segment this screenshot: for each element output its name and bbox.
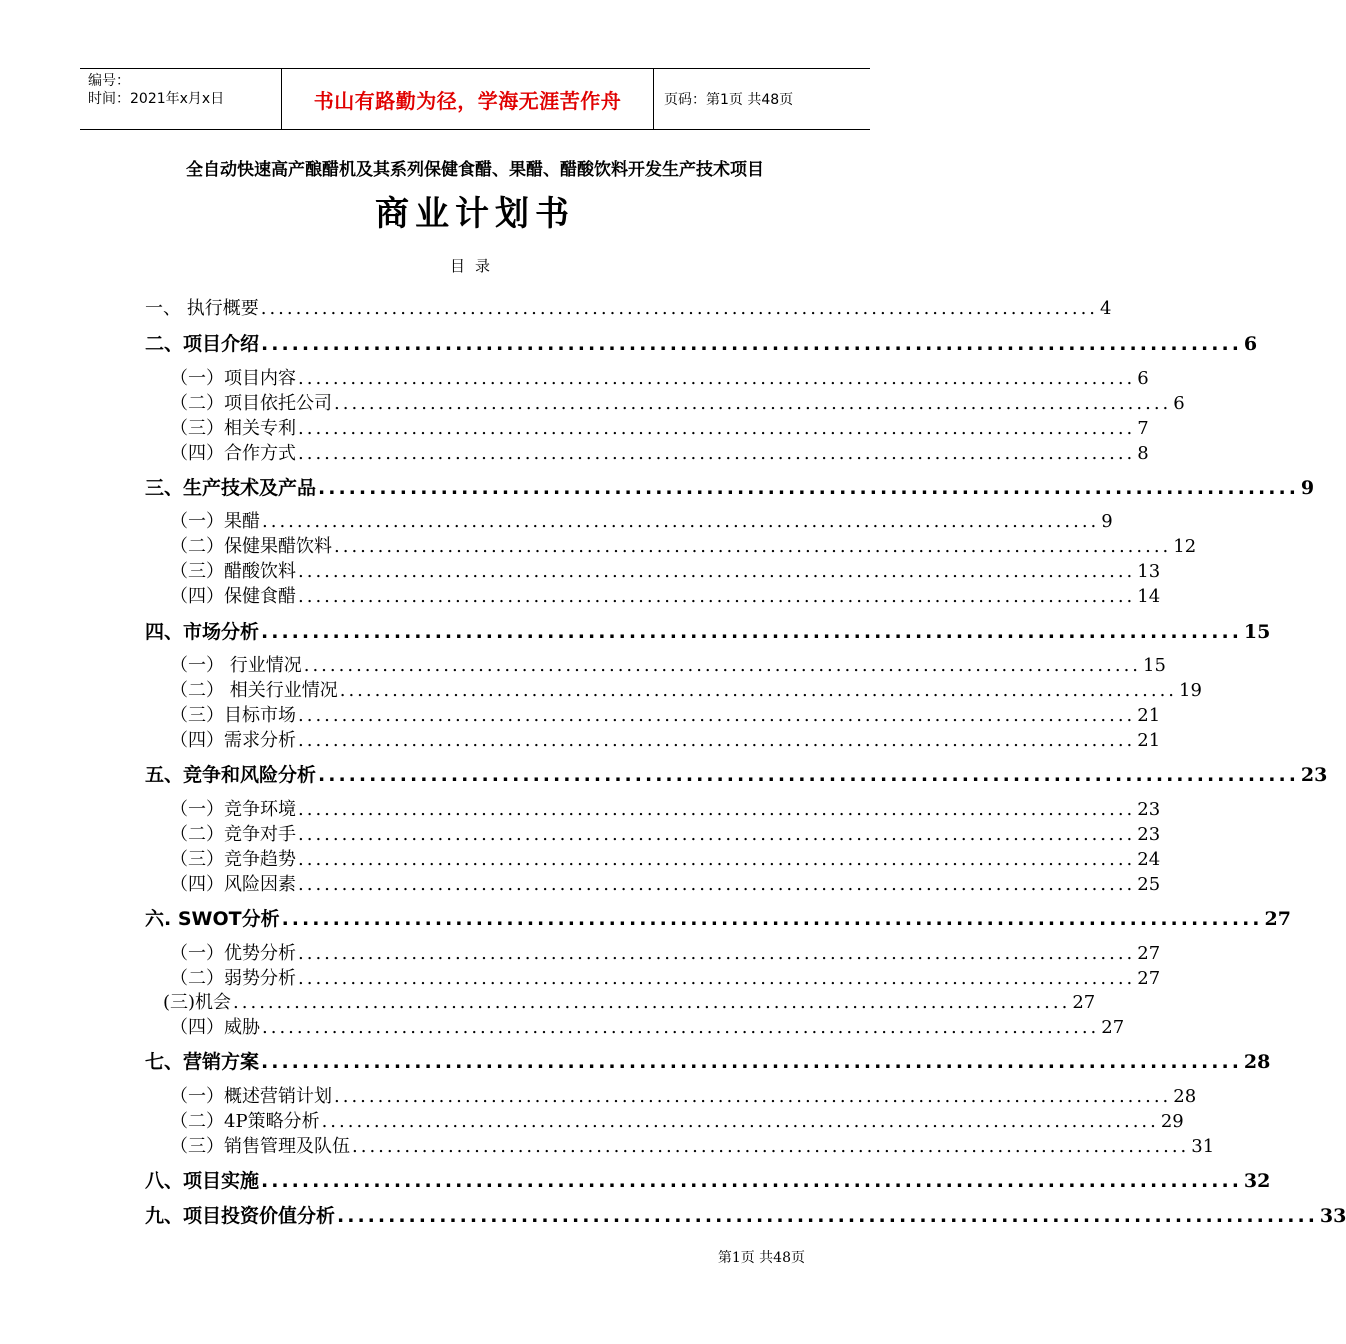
toc-entry-page: 15: [1143, 655, 1166, 676]
toc-entry-page: 8: [1137, 443, 1149, 464]
toc-leader: ................................................................................................: [298, 824, 1136, 845]
toc-entry-page: 9: [1300, 477, 1315, 499]
toc-entry[interactable]: [145, 676, 1202, 702]
toc-entry[interactable]: [145, 795, 1161, 821]
toc-entry-page: 33: [1319, 1205, 1346, 1227]
toc-leader: ................................................................................................: [298, 443, 1136, 464]
toc-leader: ................................................................................................: [298, 968, 1136, 989]
toc-entry-label: 一、 执行概要: [145, 298, 259, 319]
toc-entry-page: 14: [1137, 586, 1161, 607]
toc-entry-label: 八、项目实施: [145, 1170, 260, 1192]
toc-entry-label: 七、营销方案: [145, 1051, 260, 1073]
toc-entry-label: （一）竞争环境: [170, 799, 296, 820]
toc-entry[interactable]: [145, 507, 1113, 533]
toc-leader: ................................................................................................: [337, 1205, 1318, 1227]
toc-leader: ................................................................................................: [262, 1017, 1100, 1038]
toc-leader: ................................................................................................: [303, 655, 1142, 676]
toc-entry[interactable]: [145, 1047, 1271, 1074]
header-motto: 书山有路勤为径，学海无涯苦作舟: [282, 69, 654, 129]
toc-leader: ................................................................................................: [334, 393, 1172, 414]
toc-entry-page: 27: [1264, 908, 1291, 930]
toc-leader: ................................................................................................: [318, 477, 1299, 499]
toc-leader: ................................................................................................: [352, 1136, 1190, 1157]
toc-leader: ................................................................................................: [298, 368, 1136, 389]
toc-leader: ................................................................................................: [298, 943, 1136, 964]
toc-entry[interactable]: [145, 473, 1315, 500]
document-subtitle: 全自动快速高产酿醋机及其系列保健食醋、果醋、醋酸饮料开发生产技术项目: [186, 160, 764, 180]
toc-entry[interactable]: [145, 294, 1112, 320]
toc-entry[interactable]: [145, 1166, 1271, 1193]
toc-entry-page: 7: [1137, 418, 1149, 439]
toc-leader: ................................................................................................: [298, 586, 1136, 607]
page-footer: 第1页 共48页: [717, 1250, 805, 1266]
toc-entry-label: （一）优势分析: [170, 943, 296, 964]
toc-leader: ................................................................................................: [261, 333, 1242, 355]
toc-entry-label: (三)机会: [163, 992, 232, 1013]
toc-entry-page: 24: [1137, 849, 1161, 870]
toc-entry-label: （二）竞争对手: [170, 824, 296, 845]
toc-entry-label: （二）项目依托公司: [170, 393, 332, 414]
toc-entry[interactable]: [145, 582, 1161, 608]
toc-entry-label: （三）醋酸饮料: [170, 561, 296, 582]
toc-leader: ................................................................................................: [321, 1111, 1159, 1132]
toc-entry[interactable]: [145, 1082, 1197, 1108]
toc-entry-page: 25: [1137, 874, 1161, 895]
toc-entry-label: （三）相关专利: [170, 418, 296, 439]
toc-leader: ................................................................................................: [261, 1170, 1242, 1192]
toc-entry-label: （一）果醋: [170, 511, 260, 532]
toc-entry-label: （二）弱势分析: [170, 968, 296, 989]
toc-leader: ................................................................................................: [298, 799, 1136, 820]
toc-entry[interactable]: [145, 532, 1197, 558]
toc-entry-page: 6: [1173, 393, 1185, 414]
toc-leader: ................................................................................................: [261, 1051, 1242, 1073]
toc-entry-label: 二、项目介绍: [145, 333, 260, 355]
header-page-label: 页码：第1页 共48页: [664, 92, 794, 108]
toc-leader: ................................................................................................: [334, 536, 1172, 557]
number-label: 编号：: [88, 73, 130, 89]
page-header: [80, 68, 870, 130]
toc-leader: ................................................................................................: [298, 705, 1136, 726]
toc-entry-label: （一）项目内容: [170, 368, 296, 389]
toc-entry-page: 32: [1243, 1170, 1271, 1192]
toc-entry-label: （一） 行业情况: [170, 655, 302, 676]
toc-entry[interactable]: [145, 1132, 1215, 1158]
toc-entry-page: 27: [1137, 943, 1161, 964]
toc-entry-page: 28: [1173, 1086, 1197, 1107]
time-label: 时间：2021年x月x日: [88, 91, 225, 107]
toc-entry-page: 4: [1100, 298, 1112, 319]
toc-entry-page: 31: [1191, 1136, 1215, 1157]
toc-entry-label: （三）竞争趋势: [170, 849, 296, 870]
toc-entry[interactable]: [145, 329, 1258, 356]
toc-leader: ................................................................................................: [298, 874, 1136, 895]
toc-entry-page: 21: [1137, 705, 1161, 726]
toc-entry[interactable]: [145, 617, 1271, 644]
toc-entry-label: 四、市场分析: [145, 621, 260, 643]
toc-entry[interactable]: [145, 557, 1161, 583]
toc-entry-label: （二）4P策略分析: [170, 1111, 320, 1132]
toc-entry-page: 28: [1243, 1051, 1271, 1073]
toc-entry[interactable]: [145, 651, 1166, 677]
toc-leader: ................................................................................................: [298, 730, 1136, 751]
toc-leader: ................................................................................................: [339, 680, 1178, 701]
toc-entry[interactable]: [145, 701, 1161, 727]
toc-entry-page: 29: [1160, 1111, 1184, 1132]
toc-entry[interactable]: [145, 760, 1328, 787]
toc-entry[interactable]: [145, 845, 1161, 871]
toc-entry-label: （一）概述营销计划: [170, 1086, 332, 1107]
toc-entry[interactable]: [145, 1107, 1184, 1133]
toc-entry-page: 6: [1137, 368, 1149, 389]
toc-entry[interactable]: [145, 364, 1149, 390]
toc-entry-page: 12: [1173, 536, 1197, 557]
toc-leader: ................................................................................................: [298, 561, 1136, 582]
toc-entry-label: （三）销售管理及队伍: [170, 1136, 350, 1157]
document-title: 商业计划书: [375, 194, 575, 234]
toc-leader: ................................................................................................: [262, 511, 1100, 532]
toc-entry-page: 6: [1243, 333, 1258, 355]
toc-heading: 目录: [449, 257, 500, 275]
toc-entry-page: 23: [1137, 824, 1161, 845]
toc-entry-page: 27: [1137, 968, 1161, 989]
toc-entry-label: （四）风险因素: [170, 874, 296, 895]
toc-entry-label: （二） 相关行业情况: [170, 680, 338, 701]
toc-entry[interactable]: [145, 870, 1161, 896]
toc-leader: ................................................................................................: [281, 908, 1263, 930]
toc-entry-label: （四）需求分析: [170, 730, 296, 751]
toc-entry[interactable]: [145, 964, 1161, 990]
toc-entry[interactable]: [145, 939, 1161, 965]
toc-leader: ................................................................................................: [298, 849, 1136, 870]
toc-entry-page: 15: [1243, 621, 1271, 643]
toc-entry-label: （二）保健果醋饮料: [170, 536, 332, 557]
toc-entry-page: 13: [1137, 561, 1161, 582]
toc-entry-label: 三、生产技术及产品: [145, 477, 317, 499]
toc-entry-page: 27: [1072, 992, 1096, 1013]
toc-entry-page: 21: [1137, 730, 1161, 751]
toc-leader: ................................................................................................: [260, 298, 1099, 319]
toc-leader: ................................................................................................: [334, 1086, 1172, 1107]
toc-entry-page: 9: [1101, 511, 1113, 532]
toc-entry[interactable]: [145, 726, 1161, 752]
toc-entry[interactable]: [145, 988, 1096, 1014]
toc-entry-label: （三）目标市场: [170, 705, 296, 726]
toc-leader: ................................................................................................: [261, 621, 1242, 643]
toc-entry-page: 23: [1300, 764, 1328, 786]
toc-entry-label: 六. SWOT分析: [145, 908, 280, 930]
toc-entry-page: 23: [1137, 799, 1161, 820]
toc-entry[interactable]: [145, 389, 1185, 415]
toc-entry[interactable]: [145, 1201, 1346, 1228]
toc-entry-label: （四）保健食醋: [170, 586, 296, 607]
toc-leader: ................................................................................................: [298, 418, 1136, 439]
toc-entry-page: 19: [1179, 680, 1202, 701]
toc-leader: ................................................................................................: [318, 764, 1299, 786]
toc-entry[interactable]: [145, 904, 1291, 931]
toc-leader: ................................................................................................: [233, 992, 1071, 1013]
toc-entry[interactable]: [145, 820, 1161, 846]
toc-entry[interactable]: [145, 1013, 1125, 1039]
toc-entry[interactable]: [145, 439, 1149, 465]
toc-entry-label: 五、竞争和风险分析: [145, 764, 317, 786]
toc-entry-label: （四）威胁: [170, 1017, 260, 1038]
toc-entry-label: （四）合作方式: [170, 443, 296, 464]
toc-entry-page: 27: [1101, 1017, 1125, 1038]
toc-entry-label: 九、项目投资价值分析: [145, 1205, 336, 1227]
toc-entry[interactable]: [145, 414, 1149, 440]
header-meta: [80, 69, 282, 129]
